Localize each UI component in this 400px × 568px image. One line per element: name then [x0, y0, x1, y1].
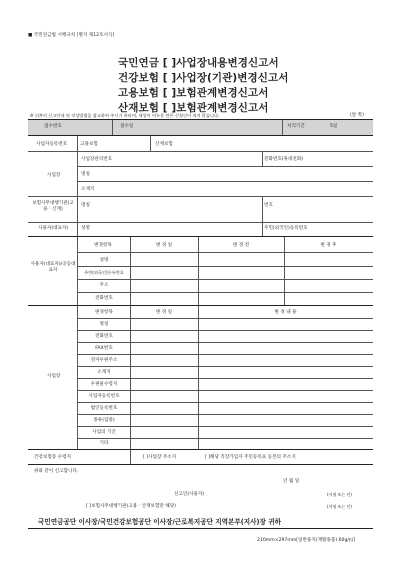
wc-row-mail-address: 우편물수령지 — [90, 382, 118, 387]
health-card-option-workplace[interactable]: [ ]사업장 주소지 — [143, 455, 177, 460]
user-change-header-date: 변 경 일 — [155, 243, 173, 248]
wc-row-fax: FAX번호 — [95, 346, 113, 351]
workplace-address-label: 소재지 — [81, 187, 95, 192]
receipt-date-label: 접수일 — [120, 124, 134, 129]
title-national-pension: 국민연금 [ ]사업장내용변경신고서 — [118, 57, 279, 69]
workplace-mgmt-no-label: 사업장관리번호 — [81, 157, 113, 162]
insurance-office-number-label: 번호 — [264, 203, 273, 208]
processing-period-value: 5일 — [330, 124, 338, 129]
wc-row-name: 명칭 — [99, 322, 109, 327]
processing-period-label: 처리기간 — [287, 124, 305, 129]
instruction-note: ※ 뒤쪽의 신고안내 및 작성방법을 참고하여 주시기 바라며, 색상이 어두운 란은 신청인이 적지 않습니다. — [30, 113, 220, 118]
workplace-change-header-item: 변경항목 — [95, 310, 113, 315]
agent-signature[interactable]: (서명 또는 인) — [327, 504, 352, 509]
health-card-label: 건강보험증 수령지 — [34, 455, 71, 460]
wc-row-industry: 종류(업종) — [93, 418, 115, 423]
insurance-office-name-label: 명칭 — [81, 203, 90, 208]
declaration-date: 년 월 일 — [283, 479, 300, 484]
agent-label[interactable]: [ ]보험사무대행기관(고용ㆍ산재보험만 해당) — [86, 504, 176, 509]
business-number-label: 사업자등록번호 — [36, 142, 68, 147]
recipient-line: 국민연금공단 이사장/국민건강보험공단 이사장/근로복지공단 지역본부(지사)장 귀하 — [38, 518, 281, 526]
workplace-section-label: 사업장 — [47, 173, 61, 178]
user-rep-name-label: 성명 — [81, 226, 90, 231]
workplace-change-header-date: 변 경 일 — [155, 310, 173, 315]
wc-row-period: 사업의 기간 — [92, 430, 116, 435]
user-change-row-rrn: 주민(외국인)등록번호 — [84, 270, 124, 275]
declaration-text: 위와 같이 신고합니다. — [34, 469, 79, 474]
title-health-insurance: 건강보험 [ ]사업장(기관)변경신고서 — [118, 72, 289, 84]
workplace-name-label: 명칭 — [81, 172, 90, 177]
user-change-row-phone: 전화번호 — [95, 296, 113, 301]
wc-row-corp-no: 법인등록번호 — [90, 406, 118, 411]
wc-row-location: 소재지 — [97, 370, 111, 375]
receipt-row — [28, 120, 373, 135]
user-change-header-before: 변 경 전 — [232, 243, 250, 248]
reporter-label: 신고인(사용자) — [174, 492, 205, 497]
user-change-header-item: 변경항목 — [94, 243, 112, 248]
title-industrial-accident: 산재보험 [ ]보험관계변경신고서 — [118, 102, 269, 114]
wc-row-email: 전자우편주소 — [90, 358, 118, 363]
wc-row-phone: 전화번호 — [95, 334, 113, 339]
document-reference: ■ 국민연금법 시행규칙 [별지 제12호서식] — [28, 33, 115, 38]
employment-insurance-label: 고용보험 — [80, 142, 98, 147]
title-employment-insurance: 고용보험 [ ]보험관계변경신고서 — [118, 87, 269, 99]
reporter-signature[interactable]: (서명 또는 인) — [327, 492, 352, 497]
user-rep-label: 사용자(대표자) — [38, 226, 69, 231]
industrial-insurance-label: 산재보험 — [155, 142, 173, 147]
user-change-row-address: 주소 — [99, 283, 109, 288]
workplace-phone-label: 전화번호(휴대전화) — [264, 157, 304, 162]
paper-spec: 210mm×297mm[일반용지(재활용품) 60g/㎡] — [257, 538, 356, 543]
page-side-label: (앞 쪽) — [350, 113, 364, 118]
insurance-office-label: 보험사무대행기관(고용ㆍ산재) — [32, 201, 74, 212]
workplace-change-header-content: 변 경 내 용 — [274, 310, 297, 315]
wc-row-business-no: 사업자등록번호 — [88, 394, 120, 399]
title-block — [118, 55, 289, 115]
receipt-number-label: 접수번호 — [44, 124, 62, 129]
user-rep-rrn-label: 주민(외국인)등록번호 — [264, 226, 308, 231]
user-change-header-after: 변 경 후 — [320, 243, 337, 248]
wc-row-other: 기타 — [99, 441, 109, 446]
workplace-change-section-label: 사업장 — [47, 374, 61, 379]
user-change-row-name: 성명 — [99, 258, 109, 263]
health-card-option-resident[interactable]: [ ]해당 직장가입자 주민등록표 등본의 주소지 — [205, 455, 296, 460]
user-change-section-label: 사용자(대표자)/공동대표자 — [30, 262, 76, 273]
